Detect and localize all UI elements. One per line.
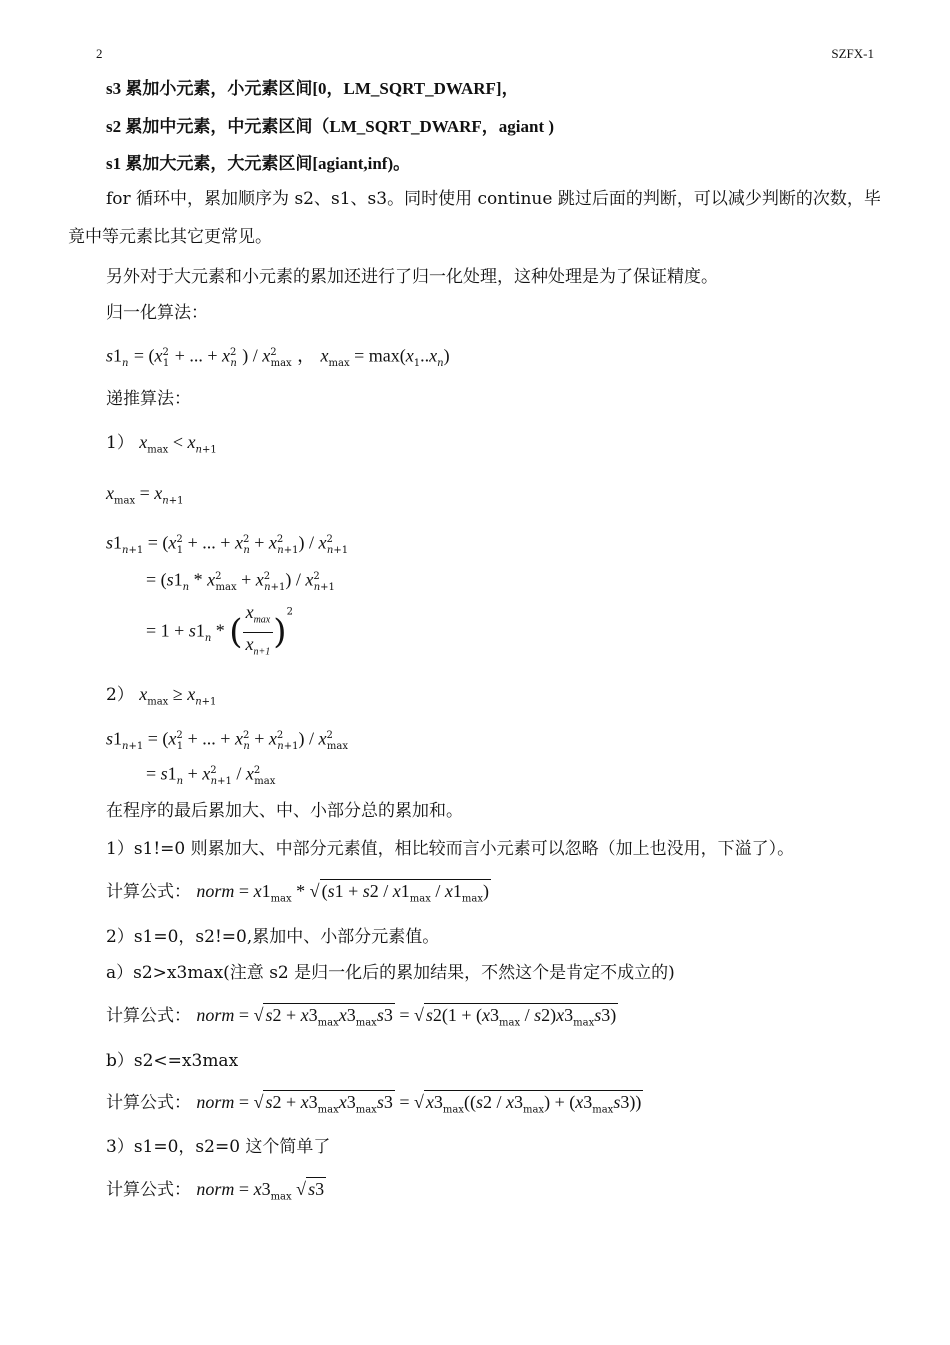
case2-number: 2）	[106, 685, 134, 705]
text-line-s3: s3 累加小元素，小元素区间[0，LM_SQRT_DWARF]，	[106, 79, 519, 98]
calc-label: 计算公式：	[106, 1180, 191, 1200]
paragraph-normalization: 另外对于大元素和小元素的累加还进行了归一化处理，这种处理是为了保证精度。	[106, 267, 718, 287]
formula-case1-step1: $s1_{n+1} = (x^2_1$ + ... + $x^2_n + x^2_{n+1}) / x^2_{n+1}$	[106, 532, 349, 557]
calc-label: 计算公式：	[106, 1006, 191, 1026]
paragraph-loop-order: for 循环中，累加顺序为 s2、s1、s3。同时使用 continue 跳过后面的判断，可以减少判断的次数，毕竟中等元素比其它更常见。	[68, 189, 881, 247]
paragraph-final-sum: 在程序的最后累加大、中、小部分总的累加和。	[106, 801, 463, 821]
formula-case1-step2: = $(s1_n * x^2_{max} + x^2_{n+1}) / x^2_{n+1}$	[146, 569, 335, 594]
document-code: SZFX-1	[831, 46, 874, 61]
formula-norm-1: 计算公式： norm = $x1_{max}$ * √ $(s1 + s2 / x1_{max} / x1_{max})$	[106, 879, 491, 910]
case-a: a）s2>x3max(注意 s2 是归一化后的累加结果，不然这个是肯定不成立的)	[106, 963, 675, 983]
case2-condition: 2） $x_{max} \ge x_{n+1}$	[106, 684, 217, 708]
case-b: b）s2<=x3max	[106, 1051, 239, 1071]
formula-norm-a: 计算公式： norm = √ $s2 + x3_{max}x3_{max}s3$ = √ $s2(1 + (x3_{max} / s2)x3_{max}s3)$	[106, 1003, 618, 1034]
calc-label: 计算公式：	[106, 882, 191, 902]
heading-normalization-algorithm: 归一化算法：	[106, 303, 208, 323]
formula-norm-3: 计算公式： norm = $x3_{max}$ √ s3	[106, 1179, 325, 1203]
case-s1-nonzero: 1）s1!=0 则累加大、中部分元素值，相比较而言小元素可以忽略（加上也没用，下溢了）。	[106, 839, 795, 859]
heading-recursive-algorithm: 递推算法：	[106, 389, 191, 409]
formula-case2-step2: = $s1_n + x^2_{n+1} / x^2_{max}$	[146, 763, 276, 788]
page-number: 2	[96, 46, 103, 61]
case-s1-zero-s2-nonzero: 2）s1=0，s2!=0,累加中、小部分元素值。	[106, 927, 440, 947]
case1-number: 1）	[106, 433, 134, 453]
case-s1-s2-zero: 3）s1=0，s2=0 这个简单了	[106, 1137, 331, 1157]
formula-normalization: $s1_n = (x^2_1$ + ... + $x^2_n$ ) / $x^2_{max}$ ， $x_{max} = \max(x_1..x_n)$	[106, 345, 450, 370]
text-line-s2: s2 累加中元素，中元素区间（LM_SQRT_DWARF，agiant )	[106, 117, 555, 136]
formula-case1-assign: $x_{max} = x_{n+1}$	[106, 483, 184, 507]
calc-label: 计算公式：	[106, 1093, 191, 1113]
text-line-s1: s1 累加大元素，大元素区间[agiant,inf)。	[106, 154, 411, 173]
case1-condition: 1） $x_{max} < x_{n+1}$	[106, 432, 217, 456]
formula-case2-step1: $s1_{n+1} = (x^2_1$ + ... + $x^2_n + x^2_{n+1}) / x^2_{max}$	[106, 728, 348, 753]
formula-norm-b: 计算公式： norm = √ $s2 + x3_{max}x3_{max}s3$ = √ $x3_{max}((s2 / x3_{max}) + (x3_{max}s3))$	[106, 1090, 643, 1121]
formula-case1-step3: = $1 + s1_n$ * ( $\frac{x_{max}}{x_{n+1}}$ )$^2$	[146, 602, 293, 658]
